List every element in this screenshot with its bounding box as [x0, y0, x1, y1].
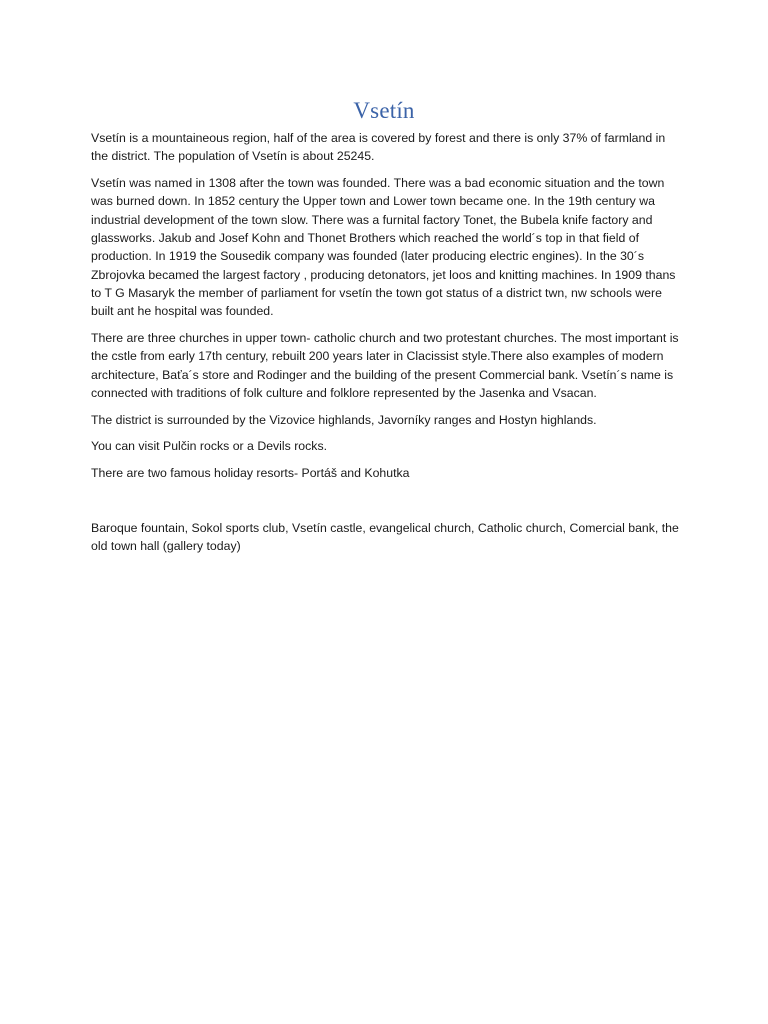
paragraph-highlands: The district is surrounded by the Vizovice highlands, Javorníky ranges and Hostyn highlands. [91, 412, 597, 427]
paragraph-landmarks: Baroque fountain, Sokol sports club, Vsetín castle, evangelical church, Catholic church, Comercial bank, the old town hall (gallery today) [91, 520, 679, 553]
paragraph-population: Vsetín is a mountaineous region, half of the area is covered by forest and there is only 37% of farmland in the district. The population of Vsetín is about 25245. [91, 131, 666, 164]
document-body [91, 129, 681, 564]
paragraph-resorts: There are two famous holiday resorts- Portáš and Kohutka [91, 466, 410, 481]
paragraph-churches: There are three churches in upper town- catholic church and two protestant churches. The most important is the cstle from early 17th century, rebuilt 200 years later in Clacissist style.There also examples of modern architecture, Baťa´s store and Rodinger and the building of the present Commercial bank. Vsetín´s name is connected with traditions of folk culture and folklore represented by the Jasenka and Vsacan. [91, 330, 679, 400]
document-title: Vsetín [353, 98, 415, 123]
paragraph-history: Vsetín was named in 1308 after the town was founded. There was a bad economic situation and the town was burned down. In 1852 century the Upper town and Lower town became one. In the 19th century wa industrial development of the town slow. There was a furnital factory Tonet, the Bubela knife factory and glassworks. Jakub and Josef Kohn and Thonet Brothers which reached the world´s top in that field of production. In 1919 the Sousedik company was founded (later producing electric engines). In the 30´s Zbrojovka becamed the largest factory , producing detonators, jet loos and knitting machines. In 1909 thans to T G Masaryk the member of parliament for vsetín the town got status of a district twn, nw schools were built ant he hospital was founded. [91, 176, 676, 319]
paragraph-rocks: You can visit Pulčin rocks or a Devils rocks. [91, 439, 328, 454]
